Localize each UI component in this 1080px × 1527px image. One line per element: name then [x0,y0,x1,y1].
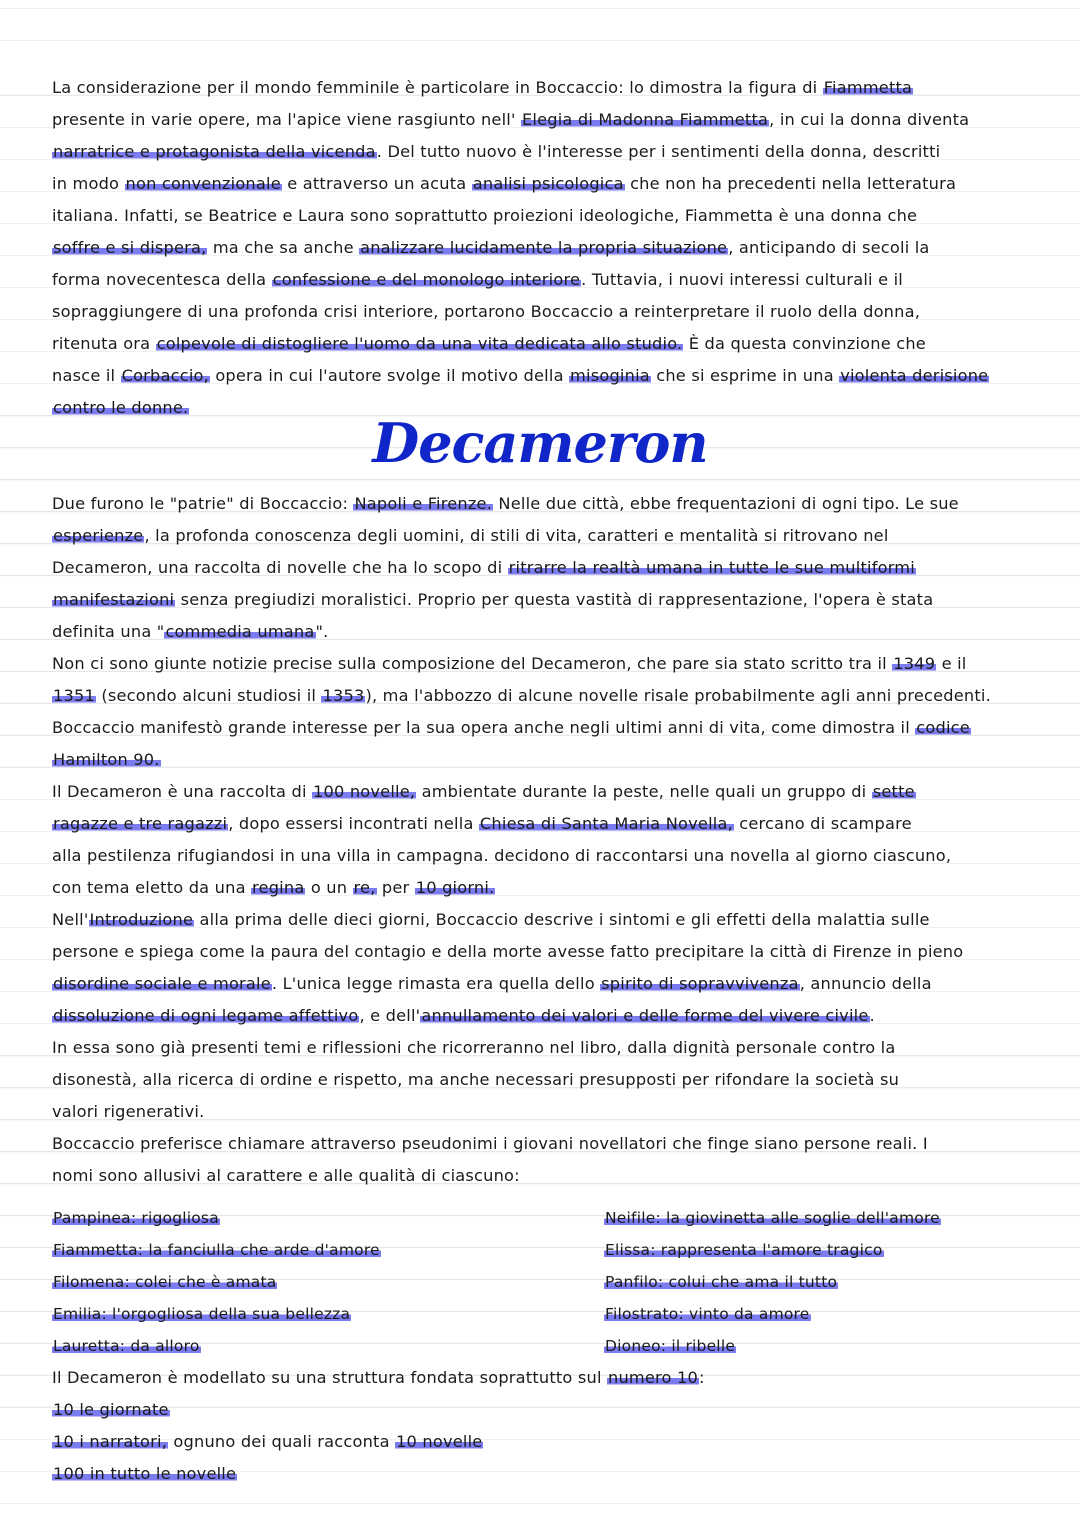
body-line [52,680,1042,712]
text-run: , la profonda conoscenza degli uomini, di stili di vita, caratteri e mentalità si ritrovano nel [144,526,889,545]
narrator-right-item [604,1266,1044,1298]
text-run: Nell' [52,910,89,929]
highlighted-text: disordine sociale e morale [53,974,271,993]
text-run: e il [936,654,967,673]
text-run: opera in cui l'autore svolge il motivo della [209,366,570,385]
body-line [52,776,1042,808]
body-line [52,520,1042,552]
text-run: italiana. Infatti, se Beatrice e Laura sono soprattutto proiezioni ideologiche, Fiammetta è una donna che [52,206,918,225]
body-line [52,1096,1042,1128]
text-run: alla prima delle dieci giorni, Boccaccio descrive i sintomi e gli effetti della malattia sulle [194,910,930,929]
highlighted-text: regina [252,878,305,897]
text-run: o un [305,878,353,897]
text-run: Boccaccio manifestò grande interesse per la sua opera anche negli ultimi anni di vita, come dimostra il [52,718,916,737]
body-line [52,1128,1042,1160]
body-line [52,488,1042,520]
highlighted-text: non convenzionale [125,174,281,193]
structure-line [52,1362,1042,1394]
highlighted-text: violenta derisione [840,366,989,385]
text-run: che si esprime in una [650,366,840,385]
text-run: ), ma l'abbozzo di alcune novelle risale probabilmente agli anni precedenti. [365,686,991,705]
text-run: , e dell' [359,1006,421,1025]
text-run: . [869,1006,875,1025]
text-run: alla pestilenza rifugiandosi in una villa in campagna. decidono di raccontarsi una novella al giorno ciascuno, [52,846,952,865]
highlighted-text: esperienze [53,526,144,545]
text-run: con tema eletto da una [52,878,252,897]
text-run: . Tuttavia, i nuovi interessi culturali e il [581,270,904,289]
text-run: . L'unica legge rimasta era quella dello [271,974,601,993]
highlighted-text: 1351 [53,686,95,705]
highlighted-text: soffre e si dispera, [53,238,207,257]
body-line [52,840,1042,872]
text-run: Due furono le "patrie" di Boccaccio: [52,494,354,513]
narrator-right-item [604,1330,1044,1362]
intro-line [52,200,1042,232]
intro-line [52,296,1042,328]
body-line [52,1160,1042,1192]
highlighted-text: Hamilton 90. [53,750,160,769]
highlighted-text: colpevole di distogliere l'uomo da una vita dedicata allo studio. [156,334,683,353]
narrator-name: Elissa: rappresenta l'amore tragico [605,1241,883,1259]
text-run: ritenuta ora [52,334,156,353]
text-run: In essa sono già presenti temi e riflessioni che ricorreranno nel libro, dalla dignità personale contro la [52,1038,896,1057]
highlighted-text: 10 giorni. [415,878,495,897]
highlighted-text: 10 i narratori, [53,1432,168,1451]
highlighted-text: ritrarre la realtà umana in tutte le sue multiformi [508,558,915,577]
body-line [52,968,1042,1000]
text-run: La considerazione per il mondo femminile è particolare in Boccaccio: lo dimostra la figura di [52,78,823,97]
text-run: persone e spiega come la paura del contagio e della morte avesse fatto precipitare la città di Firenze in pieno [52,942,964,961]
text-run: nasce il [52,366,121,385]
body-line [52,936,1042,968]
text-run: Decameron, una raccolta di novelle che ha lo scopo di [52,558,508,577]
narrator-right-item [604,1298,1044,1330]
narrator-left-item [52,1298,592,1330]
body-line [52,904,1042,936]
text-run: , anticipando di secoli la [728,238,930,257]
highlighted-text: 10 novelle [396,1432,483,1451]
text-run: in modo [52,174,125,193]
body-line [52,1032,1042,1064]
narrators-right-column [604,1202,1044,1362]
text-run: Boccaccio preferisce chiamare attraverso pseudonimi i giovani novellatori che finge siano persone reali. I [52,1134,928,1153]
structure-line [52,1458,1042,1490]
intro-line [52,232,1042,264]
intro-line [52,72,1042,104]
narrator-name: Dioneo: il ribelle [605,1337,736,1355]
text-run: ma che sa anche [207,238,360,257]
text-run: , in cui la donna diventa [769,110,970,129]
text-run: definita una " [52,622,165,641]
body-line [52,744,1042,776]
highlighted-text: annullamento dei valori e delle forme del vivere civile [421,1006,869,1025]
title-wrap [0,408,1080,478]
highlighted-text: commedia umana [165,622,315,641]
narrator-right-item [604,1234,1044,1266]
text-run: Il Decameron è una raccolta di [52,782,312,801]
highlighted-text: sette [872,782,915,801]
intro-line [52,136,1042,168]
body-line [52,648,1042,680]
narrators-left-column [52,1202,592,1362]
highlighted-text: dissoluzione di ogni legame affettivo [53,1006,359,1025]
highlighted-text: 10 le giornate [53,1400,169,1419]
highlighted-text: codice [916,718,970,737]
page-title: Decameron [372,411,708,475]
text-run: : [699,1368,705,1387]
highlighted-text: spirito di sopravvivenza [601,974,799,993]
narrator-name: Pampinea: rigogliosa [53,1209,219,1227]
narrator-name: Fiammetta: la fanciulla che arde d'amore [53,1241,380,1259]
text-run: Nelle due città, ebbe frequentazioni di ogni tipo. Le sue [493,494,959,513]
body-line [52,1000,1042,1032]
body-line [52,616,1042,648]
intro-line [52,104,1042,136]
highlighted-text: 100 in tutto le novelle [53,1464,237,1483]
text-run: , dopo essersi incontrati nella [228,814,479,833]
text-run: ambientate durante la peste, nelle quali un gruppo di [416,782,872,801]
narrator-name: Filostrato: vinto da amore [605,1305,810,1323]
highlighted-text: narratrice e protagonista della vicenda [53,142,376,161]
highlighted-text: 100 novelle, [313,782,416,801]
body-line [52,712,1042,744]
text-run: cercano di scampare [733,814,912,833]
highlighted-text: Elegia di Madonna Fiammetta [521,110,769,129]
text-run: disonestà, alla ricerca di ordine e rispetto, ma anche necessari presupposti per rifondare la società su [52,1070,900,1089]
decameron-body [52,488,1042,1192]
narrator-right-item [604,1202,1044,1234]
highlighted-text: numero 10 [608,1368,698,1387]
body-line [52,808,1042,840]
text-run: senza pregiudizi moralistici. Proprio per questa vastità di rappresentazione, l'opera è stata [175,590,934,609]
structure-section [52,1362,1042,1490]
intro-line [52,328,1042,360]
narrator-name: Neifile: la giovinetta alle soglie dell'amore [605,1209,940,1227]
narrator-name: Lauretta: da alloro [53,1337,200,1355]
text-run: Il Decameron è modellato su una struttura fondata soprattutto sul [52,1368,607,1387]
highlighted-text: manifestazioni [53,590,175,609]
text-run: che non ha precedenti nella letteratura [624,174,957,193]
highlighted-text: 1349 [893,654,936,673]
highlighted-text: Fiammetta [823,78,913,97]
narrator-left-item [52,1266,592,1298]
narrator-name: Filomena: colei che è amata [53,1273,277,1291]
highlighted-text: ragazze e tre ragazzi [53,814,228,833]
narrator-left-item [52,1330,592,1362]
narrator-left-item [52,1234,592,1266]
text-run: , annuncio della [799,974,932,993]
text-run: È da questa convinzione che [683,334,926,353]
highlighted-text: analisi psicologica [472,174,624,193]
text-run: ". [315,622,329,641]
text-run: e attraverso un acuta [281,174,472,193]
highlighted-text: contro le donne. [53,398,189,417]
narrator-name: Emilia: l'orgogliosa della sua bellezza [53,1305,351,1323]
intro-line [52,360,1042,392]
intro-line [52,168,1042,200]
highlighted-text: analizzare lucidamente la propria situazione [360,238,728,257]
text-run: . Del tutto nuovo è l'interesse per i sentimenti della donna, descritti [376,142,941,161]
highlighted-text: misoginia [570,366,650,385]
body-line [52,584,1042,616]
highlighted-text: Chiesa di Santa Maria Novella, [479,814,733,833]
highlighted-text: Napoli e Firenze. [354,494,493,513]
highlighted-text: confessione e del monologo interiore [272,270,581,289]
body-line [52,872,1042,904]
highlighted-text: Introduzione [89,910,194,929]
intro-paragraph [52,72,1042,424]
text-run: per [376,878,415,897]
text-run: Non ci sono giunte notizie precise sulla composizione del Decameron, che pare sia stato scritto tra il [52,654,893,673]
text-run: ognuno dei quali racconta [168,1432,396,1451]
text-run: valori rigenerativi. [52,1102,205,1121]
text-run: forma novecentesca della [52,270,272,289]
highlighted-text: 1353 [322,686,365,705]
highlighted-text: Corbaccio, [121,366,209,385]
highlighted-text: re, [353,878,376,897]
text-run: presente in varie opere, ma l'apice viene rasgiunto nell' [52,110,521,129]
structure-line [52,1394,1042,1426]
text-run: (secondo alcuni studiosi il [96,686,322,705]
structure-line [52,1426,1042,1458]
body-line [52,552,1042,584]
narrator-name: Panfilo: colui che ama il tutto [605,1273,838,1291]
text-run: sopraggiungere di una profonda crisi interiore, portarono Boccaccio a reinterpretare il ruolo della donna, [52,302,921,321]
intro-line [52,264,1042,296]
text-run: nomi sono allusivi al carattere e alle qualità di ciascuno: [52,1166,520,1185]
narrator-left-item [52,1202,592,1234]
body-line [52,1064,1042,1096]
